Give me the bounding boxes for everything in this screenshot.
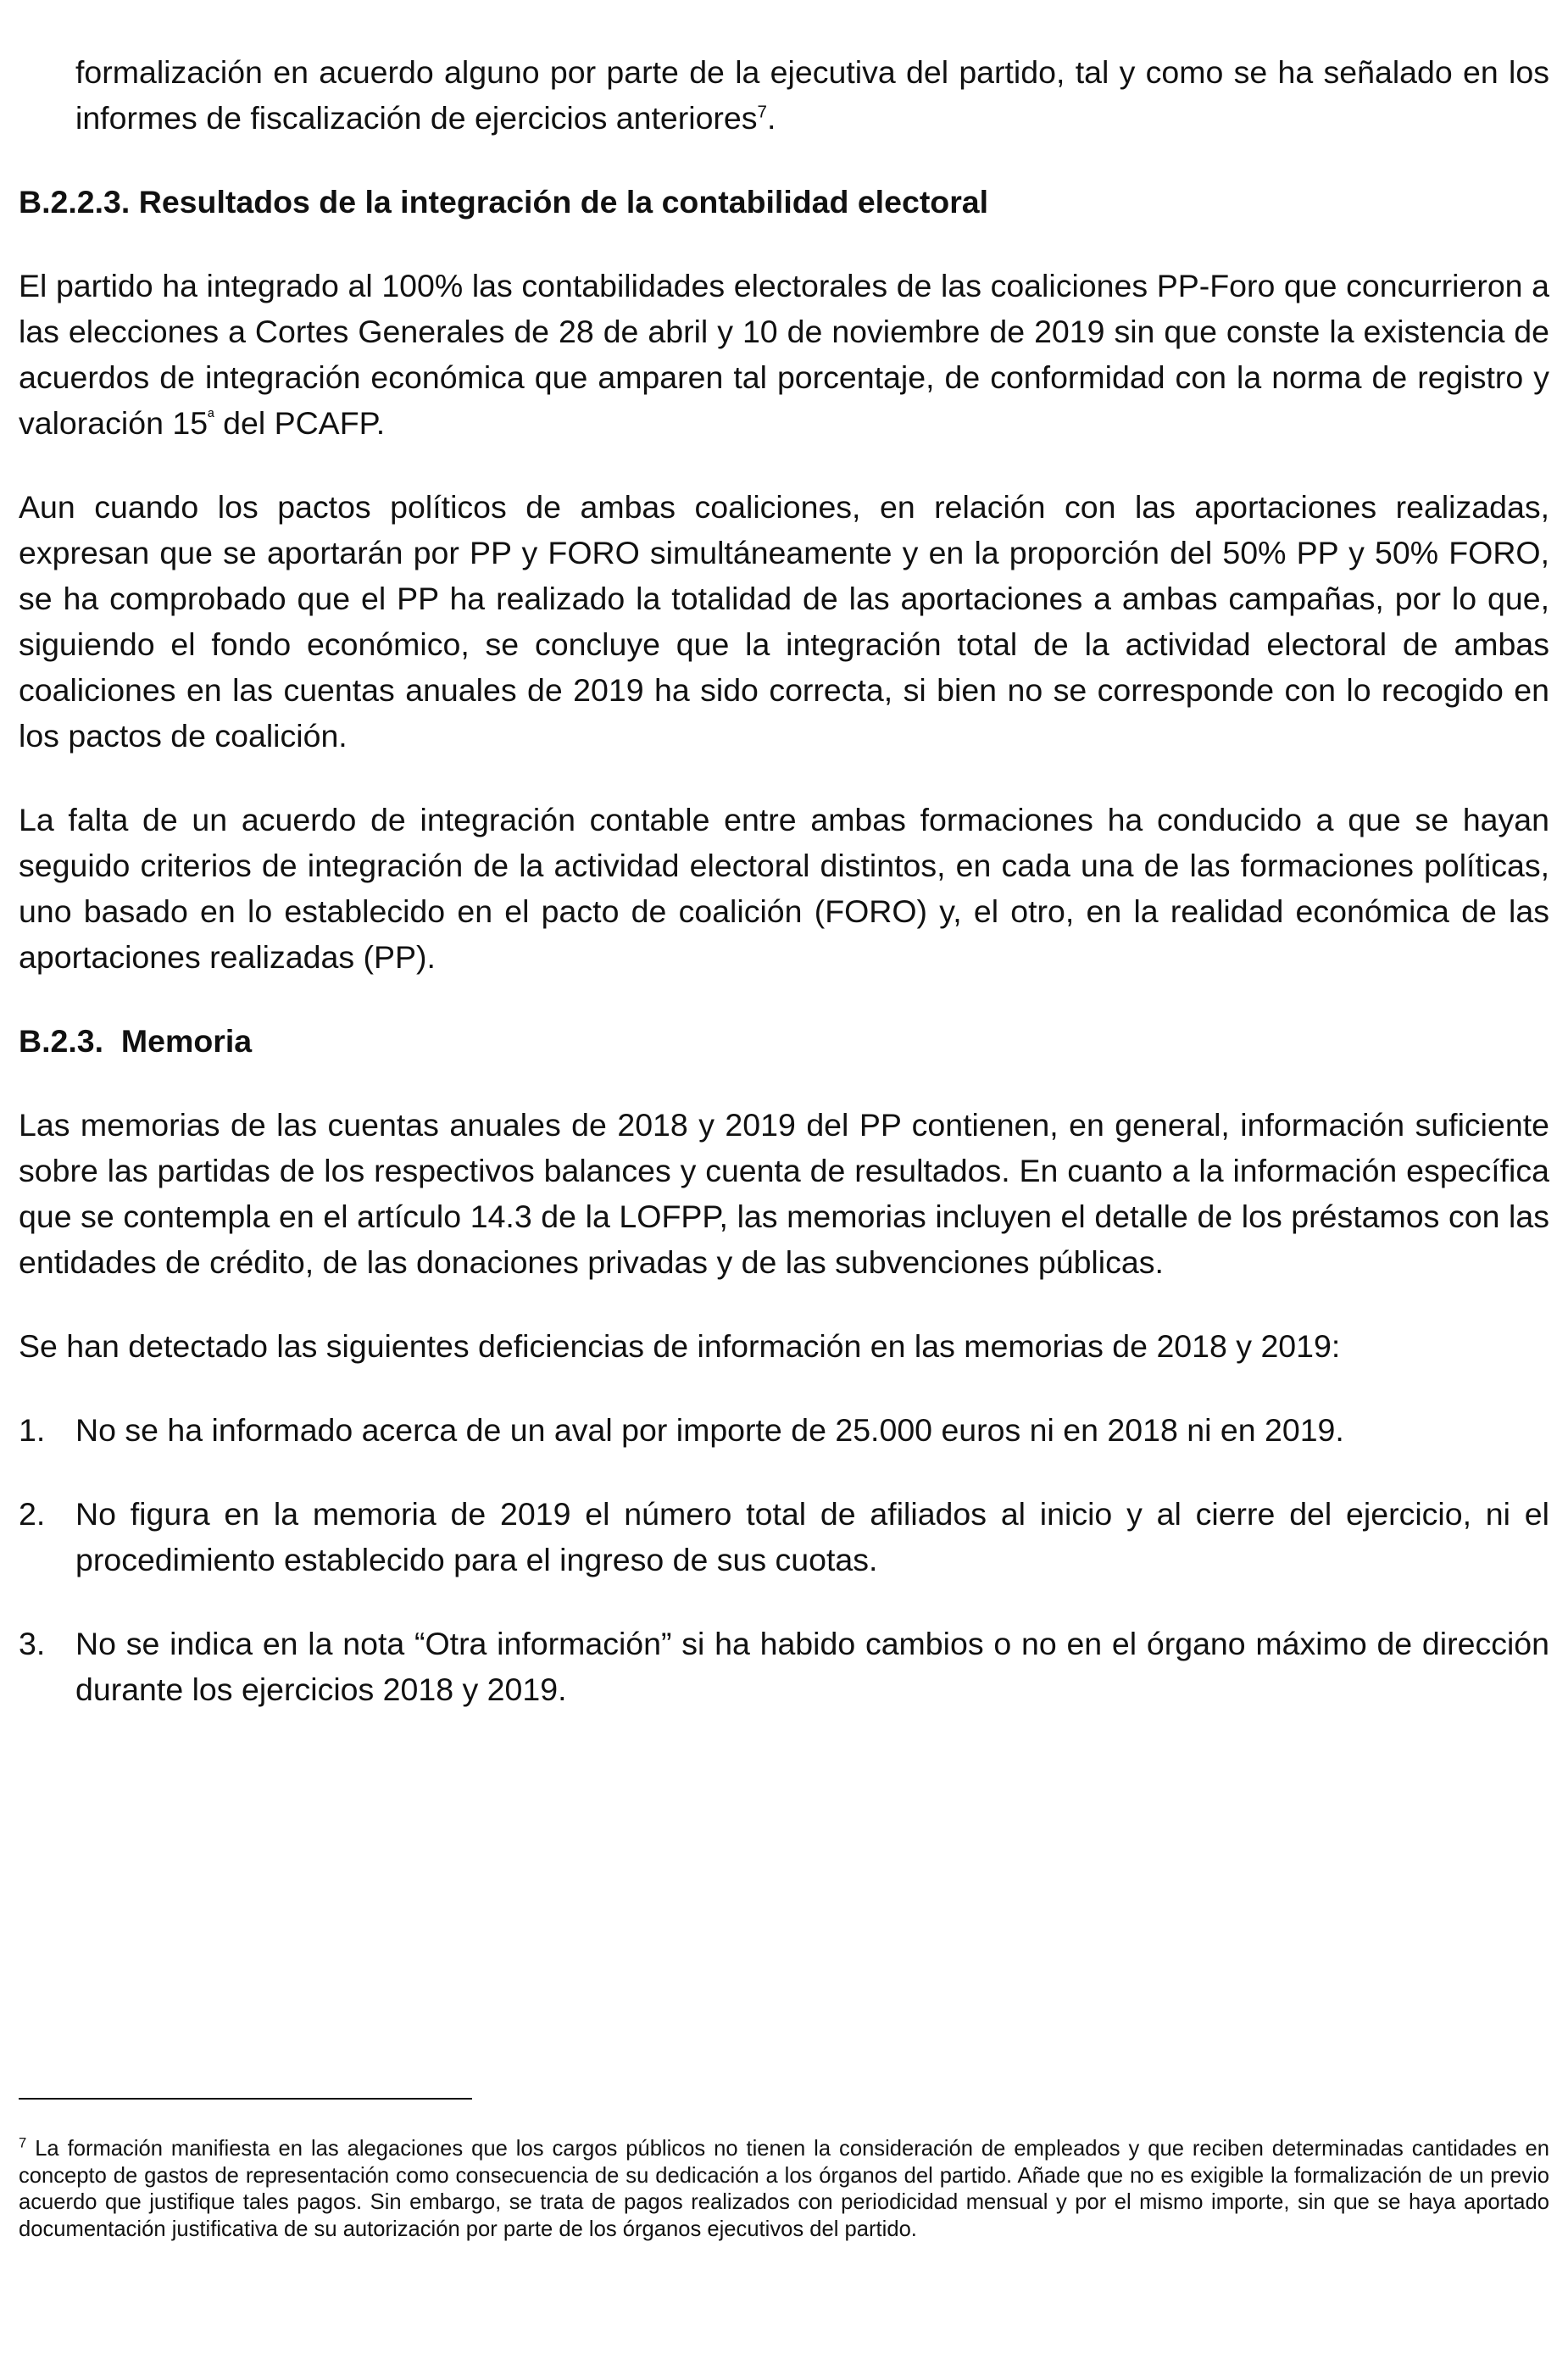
footnote — [19, 2136, 1549, 2243]
paragraph-contributions: Aun cuando los pactos políticos de ambas coaliciones, en relación con las aportaciones realizadas, expresan que se aportarán por PP y FORO simultáneamente y en la proporción del 50% PP y 50% FORO, se ha comprobado que el PP ha realizado la totalidad de las aportaciones a ambas campañas, por lo que, siguiendo el fondo económico, se concluye que la integración total de la actividad electoral de ambas coaliciones en las cuentas anuales de 2019 ha sido correcta, si bien no se corresponde con lo recogido en los pactos de coalición. — [19, 489, 1549, 754]
list-item — [19, 1491, 1549, 1583]
footnote-number: 7 — [19, 2134, 27, 2151]
continuation-end: . — [767, 100, 776, 136]
list-item-text: No se ha informado acerca de un aval por importe de 25.000 euros ni en 2018 ni en 2019. — [75, 1412, 1344, 1448]
footnote-text: La formación manifiesta en las alegaciones que los cargos públicos no tienen la consideración de empleados y que reciben determinadas cantidades en concepto de gastos de representación como consecuencia de su dedicación a los órganos del partido. Añade que no es exigible la formalización de un previo acuerdo que justifique tales pagos. Sin embargo, se trata de pagos realizados con periodicidad mensual y por el mismo importe, sin que se haya aportado documentación justificativa de su autorización por parte de los órganos ejecutivos del partido. — [19, 2137, 1549, 2241]
paragraph-integration — [19, 263, 1549, 446]
paragraph-memorias: Las memorias de las cuentas anuales de 2018 y 2019 del PP contienen, en general, información suficiente sobre las partidas de los respectivos balances y cuenta de resultados. En cuanto a la información específica que se contempla en el artículo 14.3 de la LOFPP, las memorias incluyen el detalle de los préstamos con las entidades de crédito, de las donaciones privadas y de las subvenciones públicas. — [19, 1107, 1549, 1280]
paragraph-integration-text: El partido ha integrado al 100% las contabilidades electorales de las coaliciones PP-Foro que concurrieron a las elecciones a Cortes Generales de 28 de abril y 10 de noviembre de 2019 sin que conste la existencia de acuerdos de integración económica que amparen tal porcentaje, de conformidad con la norma de registro y valoración 15 — [19, 268, 1549, 441]
list-item-text: No se indica en la nota “Otra información” si ha habido cambios o no en el órgano máximo de dirección durante los ejercicios 2018 y 2019. — [75, 1626, 1549, 1707]
paragraph-integration-end: del PCAFP. — [214, 405, 386, 441]
continuation-text: formalización en acuerdo alguno por parte de la ejecutiva del partido, tal y como se ha señalado en los informes de fiscalización de ejercicios anteriores — [75, 54, 1549, 136]
list-item-number: 3. — [19, 1626, 46, 1661]
footnote-reference[interactable]: 7 — [757, 102, 767, 122]
document-body — [19, 49, 1549, 1750]
ordinal-superscript: ª — [208, 407, 214, 427]
section-heading-b23: B.2.3. Memoria — [19, 1023, 253, 1059]
list-item-number: 2. — [19, 1496, 46, 1532]
list-item-text: No figura en la memoria de 2019 el número total de afiliados al inicio y al cierre del ejercicio, ni el procedimiento establecido para el ingreso de sus cuotas. — [75, 1496, 1549, 1577]
section-heading-b223: B.2.2.3. Resultados de la integración de la contabilidad electoral — [19, 184, 989, 220]
continuation-paragraph — [19, 49, 1549, 141]
list-item — [19, 1407, 1549, 1453]
paragraph-lack-agreement: La falta de un acuerdo de integración contable entre ambas formaciones ha conducido a que se hayan seguido criterios de integración de la actividad electoral distintos, en cada una de las formaciones políticas, uno basado en lo establecido en el pacto de coalición (FORO) y, el otro, en la realidad económica de las aportaciones realizadas (PP). — [19, 802, 1549, 975]
footnote-separator — [19, 2098, 472, 2100]
list-item-number: 1. — [19, 1412, 46, 1448]
list-item — [19, 1621, 1549, 1712]
paragraph-deficiencias: Se han detectado las siguientes deficiencias de información en las memorias de 2018 y 2019: — [19, 1328, 1341, 1364]
